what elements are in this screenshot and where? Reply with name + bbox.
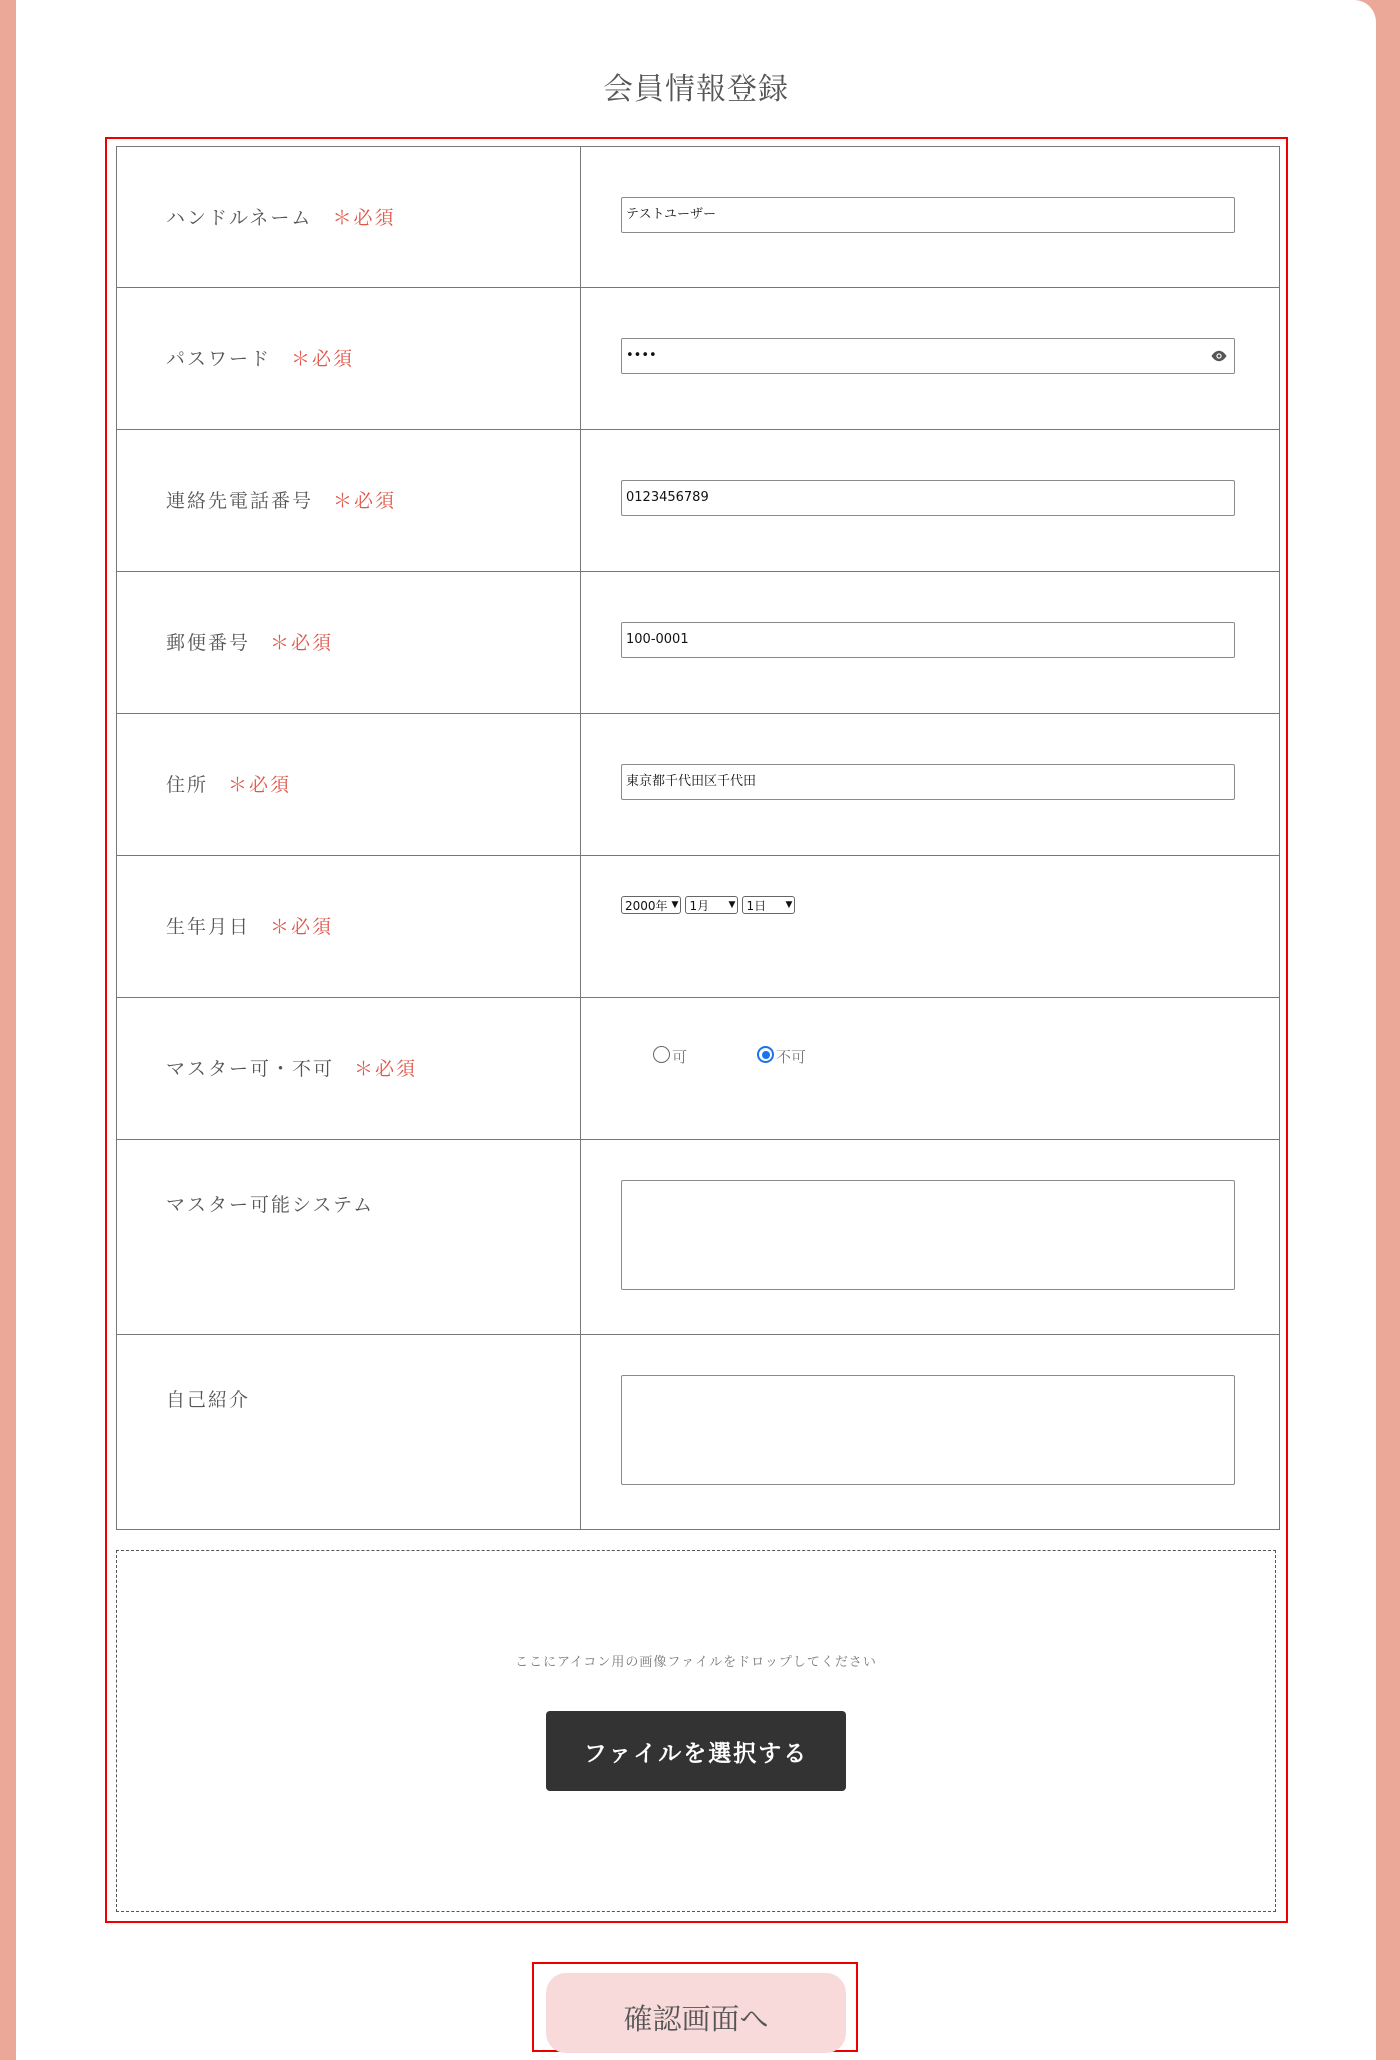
required-badge: ＊必須 bbox=[333, 490, 397, 512]
password-value: •••• bbox=[626, 348, 657, 363]
icon-dropzone[interactable] bbox=[116, 1550, 1276, 1912]
handle-name-input[interactable]: テストユーザー bbox=[621, 197, 1235, 233]
password-input[interactable] bbox=[621, 338, 1235, 374]
table-row bbox=[117, 856, 1280, 998]
table-row bbox=[117, 1335, 1280, 1530]
day-select[interactable]: 1日 ▼ bbox=[742, 896, 795, 914]
field-label-password: パスワード bbox=[166, 348, 272, 370]
table-row bbox=[117, 572, 1280, 714]
field-label-birthdate: 生年月日 bbox=[166, 916, 251, 938]
field-label-master-systems: マスター可能システム bbox=[166, 1194, 375, 1216]
required-badge: ＊必須 bbox=[291, 348, 355, 370]
master-radio-group bbox=[653, 1042, 876, 1067]
field-label-master: マスター可・不可 bbox=[166, 1058, 335, 1080]
radio-option-no[interactable]: 不可 bbox=[757, 1042, 806, 1067]
required-badge: ＊必須 bbox=[270, 632, 334, 654]
table-row bbox=[117, 288, 1280, 430]
dropzone-hint: ここにアイコン用の画像ファイルをドロップしてください bbox=[515, 1655, 877, 1670]
eye-icon[interactable] bbox=[1210, 348, 1228, 364]
confirm-button[interactable]: 確認画面へ bbox=[546, 1973, 846, 2053]
master-systems-textarea[interactable] bbox=[621, 1180, 1235, 1290]
self-intro-textarea[interactable] bbox=[621, 1375, 1235, 1485]
field-label-postal-code: 郵便番号 bbox=[166, 632, 251, 654]
table-row bbox=[117, 430, 1280, 572]
required-badge: ＊必須 bbox=[354, 1058, 418, 1080]
radio-yes[interactable] bbox=[653, 1046, 670, 1063]
required-badge: ＊必須 bbox=[228, 774, 292, 796]
table-row bbox=[117, 998, 1280, 1140]
phone-input[interactable]: 0123456789 bbox=[621, 480, 1235, 516]
select-file-button[interactable]: ファイルを選択する bbox=[546, 1711, 846, 1791]
page-title: 会員情報登録 bbox=[603, 72, 789, 107]
table-row bbox=[117, 1140, 1280, 1335]
chevron-down-icon: ▼ bbox=[785, 900, 793, 910]
chevron-down-icon: ▼ bbox=[728, 900, 736, 910]
field-label-phone: 連絡先電話番号 bbox=[166, 490, 314, 512]
required-badge: ＊必須 bbox=[270, 916, 334, 938]
address-input[interactable]: 東京都千代田区千代田 bbox=[621, 764, 1235, 800]
month-select[interactable]: 1月 ▼ bbox=[685, 896, 738, 914]
radio-no[interactable] bbox=[757, 1046, 774, 1063]
field-label-handle-name: ハンドルネーム bbox=[166, 207, 313, 229]
radio-option-yes[interactable]: 可 bbox=[653, 1042, 687, 1067]
table-row bbox=[117, 714, 1280, 856]
chevron-down-icon: ▼ bbox=[671, 900, 679, 910]
birthdate-selects bbox=[621, 896, 795, 914]
postal-code-input[interactable]: 100-0001 bbox=[621, 622, 1235, 658]
registration-form-table bbox=[116, 146, 1280, 1530]
field-label-address: 住所 bbox=[166, 774, 209, 796]
field-label-self-intro: 自己紹介 bbox=[166, 1389, 251, 1411]
required-badge: ＊必須 bbox=[332, 207, 396, 229]
year-select[interactable]: 2000年 ▼ bbox=[621, 896, 681, 914]
table-row bbox=[117, 147, 1280, 288]
